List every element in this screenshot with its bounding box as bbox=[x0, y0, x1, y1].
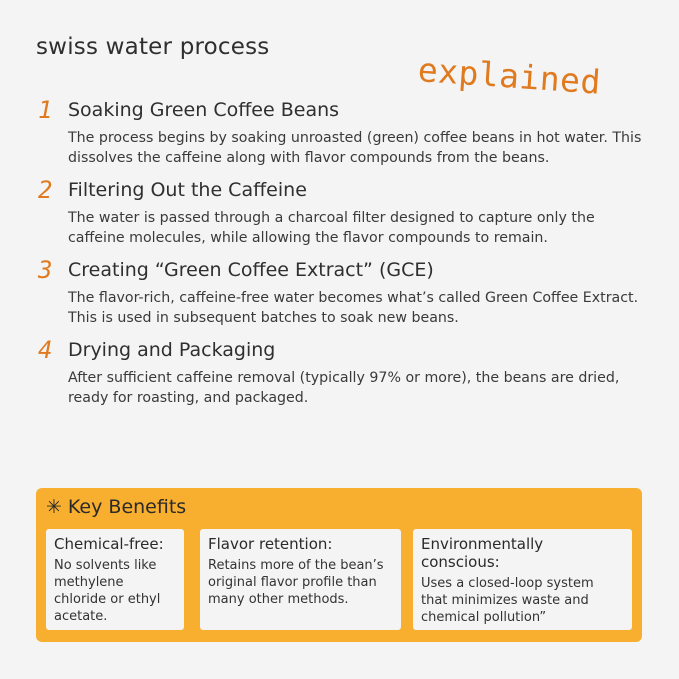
step-description: After sufficient caffeine removal (typically 97% or more), the beans are dried, ready for roasting, and packaged. bbox=[68, 370, 620, 406]
key-benefits-panel bbox=[36, 488, 642, 642]
benefit-card-chemical-free bbox=[46, 529, 184, 630]
step-2 bbox=[36, 178, 646, 248]
step-description: The process begins by soaking unroasted (green) coffee beans in hot water. This dissolves the caffeine along with flavor compounds from the beans. bbox=[68, 130, 642, 166]
key-benefits-title: Key Benefits bbox=[67, 496, 187, 518]
asterisk-icon: ✳ bbox=[46, 496, 62, 518]
step-number: 1 bbox=[38, 96, 53, 124]
process-steps bbox=[36, 98, 646, 418]
benefit-description: Retains more of the bean’s original flavor profile than many other methods. bbox=[208, 558, 384, 607]
benefit-title: Chemical-free: bbox=[54, 535, 164, 553]
step-number: 3 bbox=[38, 256, 53, 284]
step-title: Creating “Green Coffee Extract” (GCE) bbox=[68, 259, 434, 281]
step-title: Soaking Green Coffee Beans bbox=[68, 99, 340, 121]
step-title: Filtering Out the Caffeine bbox=[68, 179, 307, 201]
page-title: swiss water process bbox=[36, 34, 270, 60]
step-1 bbox=[36, 98, 646, 168]
explained-script-label: explained bbox=[416, 50, 603, 102]
step-number: 4 bbox=[38, 336, 53, 364]
step-3 bbox=[36, 258, 646, 328]
step-4 bbox=[36, 338, 646, 408]
step-description: The water is passed through a charcoal filter designed to capture only the caffeine molecules, while allowing the flavor compounds to remain. bbox=[68, 210, 595, 246]
benefit-title: Flavor retention: bbox=[208, 535, 333, 553]
step-number: 2 bbox=[38, 176, 53, 204]
benefit-description: Uses a closed-loop system that minimizes waste and chemical pollution” bbox=[421, 576, 594, 625]
benefit-card-environmentally-conscious bbox=[413, 529, 632, 630]
step-description: The flavor-rich, caffeine-free water becomes what’s called Green Coffee Extract. This is used in subsequent batches to soak new beans. bbox=[68, 290, 639, 326]
step-title: Drying and Packaging bbox=[68, 339, 276, 361]
page-header bbox=[36, 30, 636, 102]
key-benefits-heading bbox=[46, 496, 186, 518]
benefit-title: Environmentally conscious: bbox=[421, 535, 544, 571]
benefit-description: No solvents like methylene chloride or ethyl acetate. bbox=[54, 558, 161, 624]
benefit-card-flavor-retention bbox=[200, 529, 401, 630]
